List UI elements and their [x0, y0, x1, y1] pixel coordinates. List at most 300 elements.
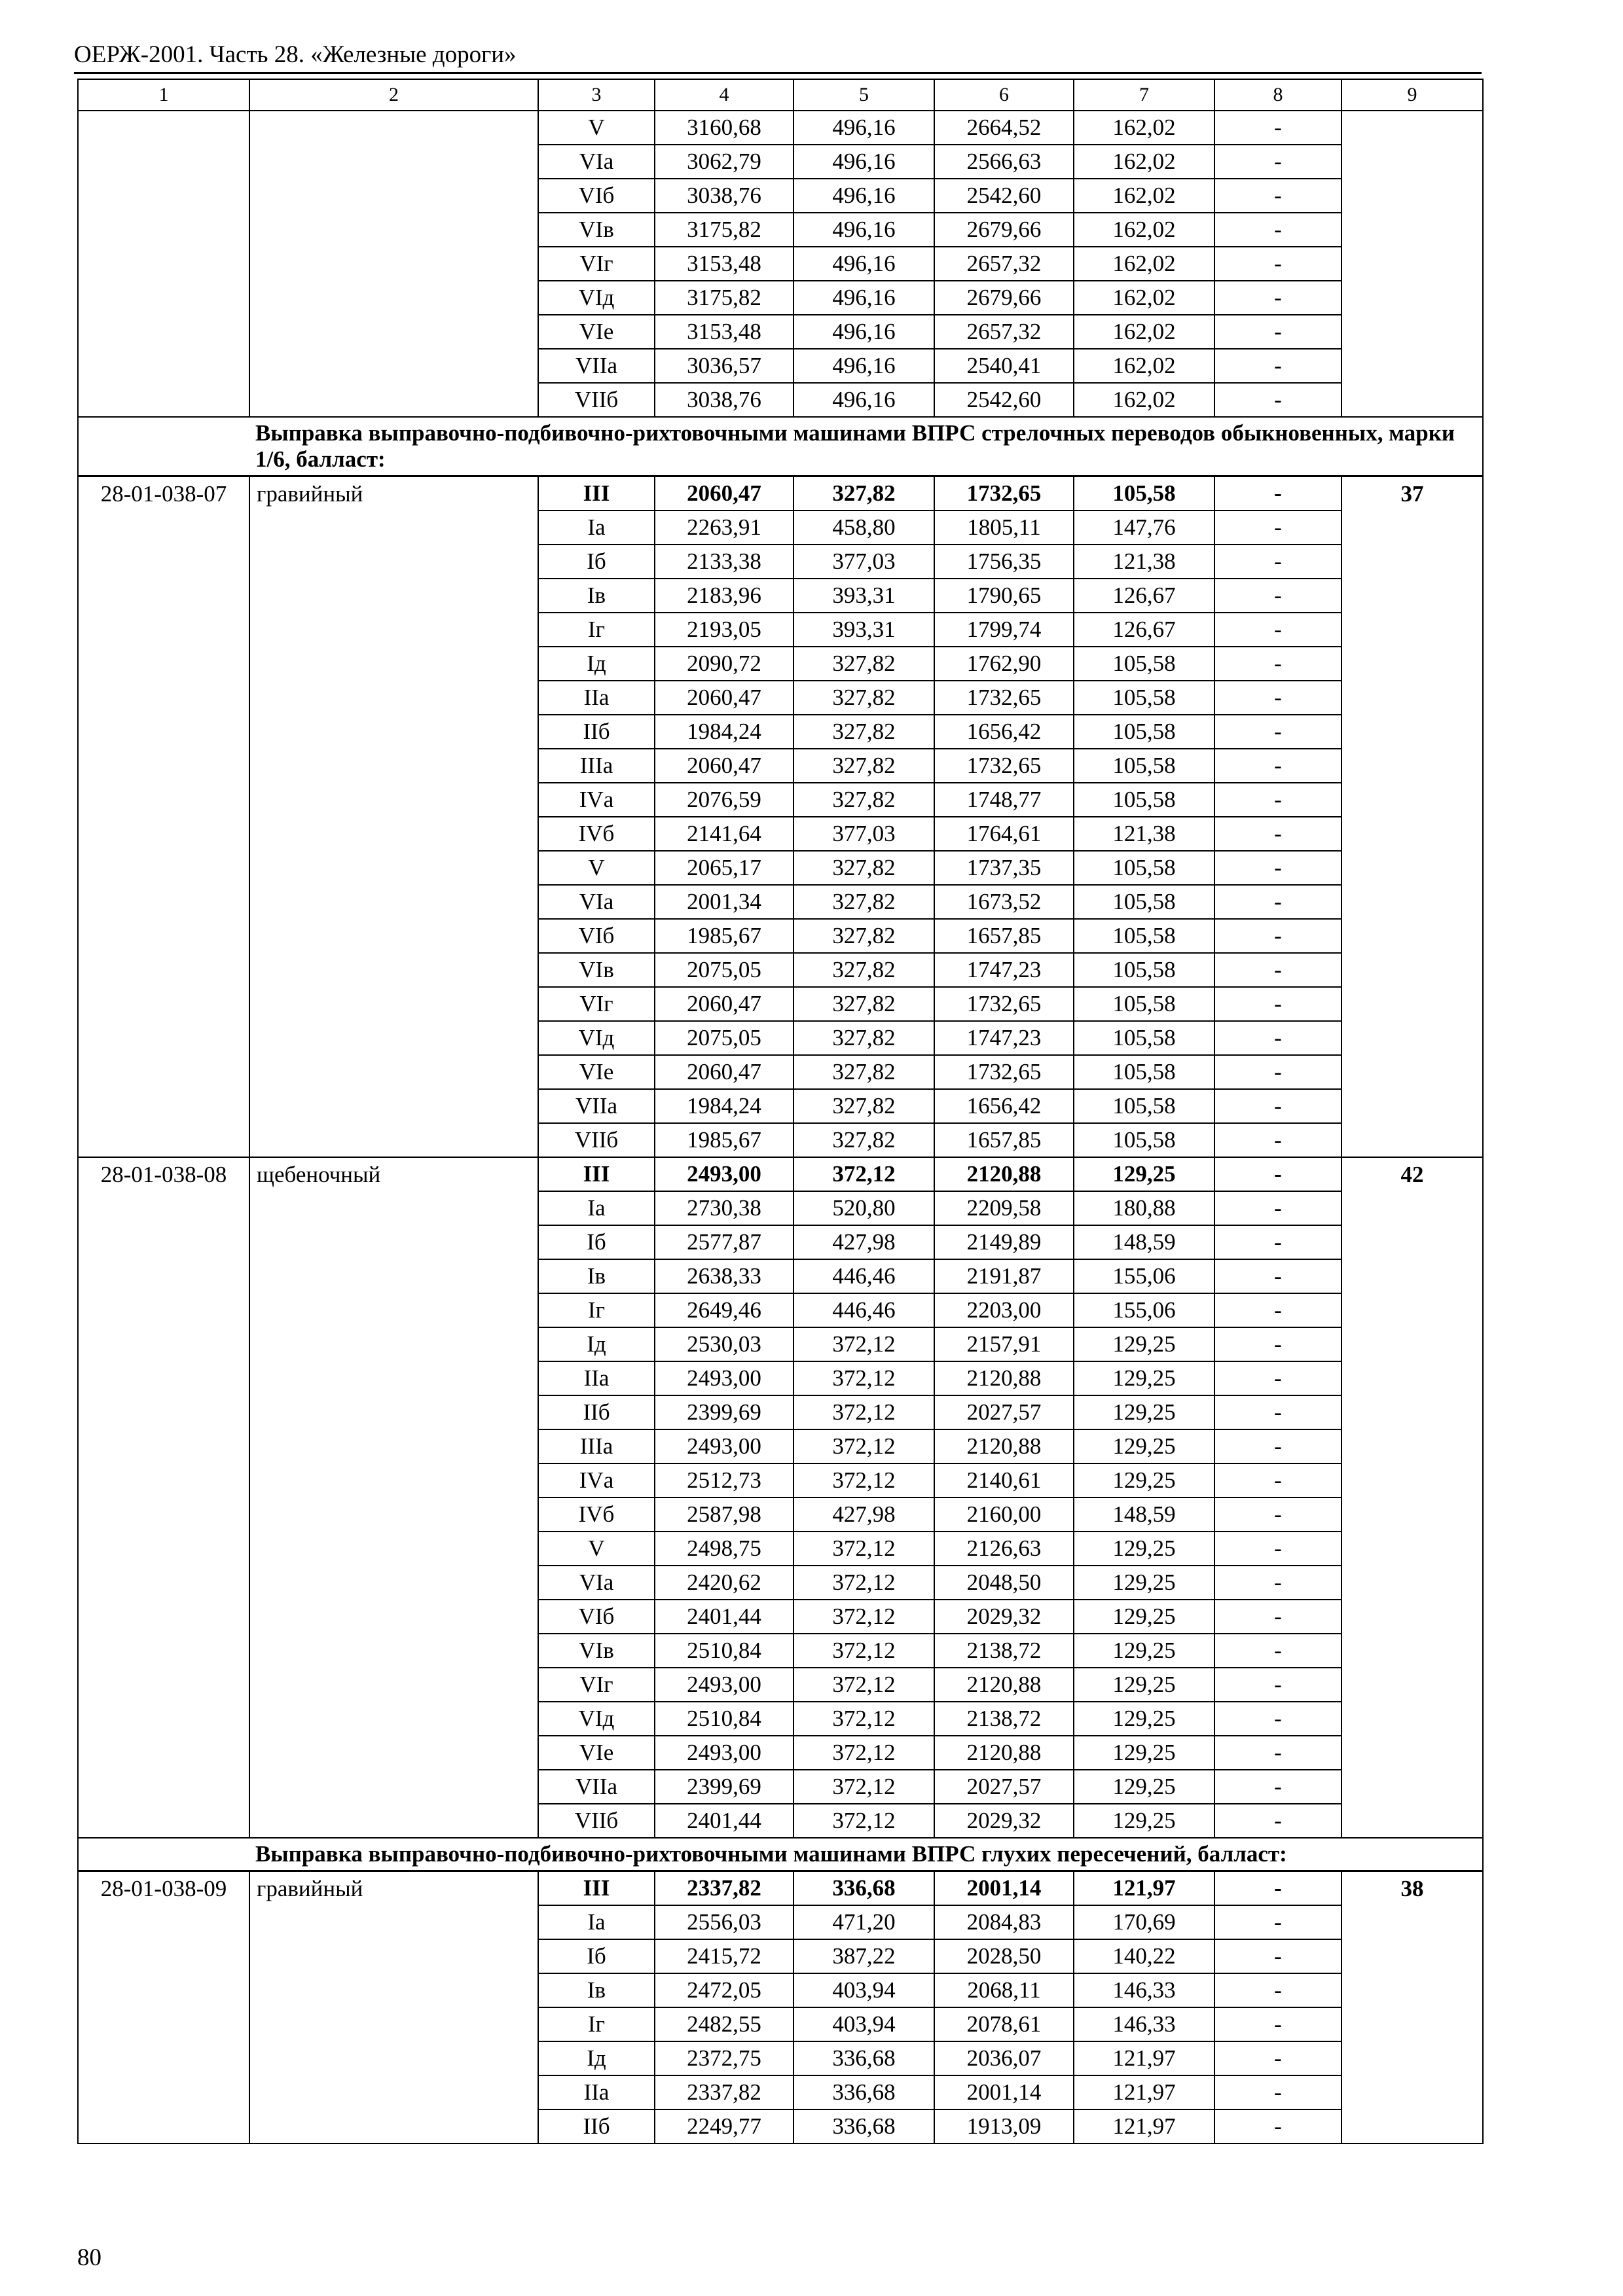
value-cell: 2542,60: [934, 179, 1074, 213]
column-number-cell: 4: [655, 79, 793, 111]
value-cell: 1984,24: [655, 715, 793, 749]
zone-cell: IVа: [538, 1463, 655, 1498]
value-cell: 3036,57: [655, 349, 793, 383]
value-cell: 2498,75: [655, 1532, 793, 1566]
value-cell: 2126,63: [934, 1532, 1074, 1566]
value-cell: 372,12: [793, 1634, 934, 1668]
section-heading: Выправка выправочно-подбивочно-рихтовочными машинами ВПРС стрелочных переводов обыкновенных, марки 1/6, балласт:: [78, 417, 1483, 476]
value-cell: 155,06: [1074, 1259, 1214, 1293]
value-cell: 1737,35: [934, 851, 1074, 885]
value-cell: 129,25: [1074, 1361, 1214, 1395]
zone-cell: VIд: [538, 1021, 655, 1055]
value-cell: -: [1214, 1566, 1341, 1600]
value-cell: 2075,05: [655, 953, 793, 987]
value-cell: 377,03: [793, 817, 934, 851]
zone-cell: Iб: [538, 1225, 655, 1259]
value-cell: -: [1214, 1770, 1341, 1804]
value-cell: 496,16: [793, 281, 934, 315]
value-cell: 2027,57: [934, 1770, 1074, 1804]
value-cell: -: [1214, 783, 1341, 817]
value-cell: 372,12: [793, 1157, 934, 1191]
running-header: ОЕРЖ-2001. Часть 28. «Железные дороги»: [74, 41, 1482, 74]
value-cell: 105,58: [1074, 476, 1214, 511]
value-cell: 2209,58: [934, 1191, 1074, 1225]
zone-cell: IIб: [538, 715, 655, 749]
value-cell: 496,16: [793, 145, 934, 179]
value-cell: 496,16: [793, 315, 934, 349]
value-cell: 336,68: [793, 2075, 934, 2109]
value-cell: 2399,69: [655, 1395, 793, 1429]
value-cell: 446,46: [793, 1259, 934, 1293]
value-cell: -: [1214, 247, 1341, 281]
column-number-row: [78, 79, 1483, 111]
value-cell: -: [1214, 2007, 1341, 2041]
zone-cell: VIIа: [538, 1089, 655, 1123]
value-cell: 2263,91: [655, 511, 793, 545]
value-cell: -: [1214, 1225, 1341, 1259]
rate-name: [249, 111, 538, 417]
zone-cell: VIа: [538, 145, 655, 179]
value-cell: -: [1214, 383, 1341, 417]
value-cell: 2028,50: [934, 1939, 1074, 1973]
value-cell: 377,03: [793, 545, 934, 579]
rates-table: [77, 79, 1484, 2144]
value-cell: 2649,46: [655, 1293, 793, 1327]
value-cell: 3062,79: [655, 145, 793, 179]
page-number: 80: [77, 2244, 101, 2271]
value-cell: 2075,05: [655, 1021, 793, 1055]
value-cell: 105,58: [1074, 885, 1214, 919]
value-cell: 2160,00: [934, 1498, 1074, 1532]
zone-cell: VIе: [538, 1055, 655, 1089]
value-cell: 2337,82: [655, 2075, 793, 2109]
value-cell: 372,12: [793, 1804, 934, 1838]
value-cell: 2120,88: [934, 1361, 1074, 1395]
value-cell: 2141,64: [655, 817, 793, 851]
value-cell: -: [1214, 1498, 1341, 1532]
value-cell: -: [1214, 1871, 1341, 1906]
zone-cell: VIг: [538, 987, 655, 1021]
value-cell: 2120,88: [934, 1157, 1074, 1191]
value-cell: 446,46: [793, 1293, 934, 1327]
value-cell: 140,22: [1074, 1939, 1214, 1973]
column-number-cell: 6: [934, 79, 1074, 111]
value-cell: 162,02: [1074, 111, 1214, 145]
value-cell: 1805,11: [934, 511, 1074, 545]
value-cell: 520,80: [793, 1191, 934, 1225]
value-cell: -: [1214, 817, 1341, 851]
zone-cell: III: [538, 476, 655, 511]
value-cell: -: [1214, 749, 1341, 783]
value-cell: 105,58: [1074, 715, 1214, 749]
zone-cell: III: [538, 1157, 655, 1191]
value-cell: -: [1214, 1429, 1341, 1463]
rate-code: [78, 111, 249, 417]
zone-cell: Iа: [538, 511, 655, 545]
value-cell: 2420,62: [655, 1566, 793, 1600]
value-cell: 105,58: [1074, 987, 1214, 1021]
value-cell: 2036,07: [934, 2041, 1074, 2075]
zone-cell: IIб: [538, 2109, 655, 2144]
rate-name: гравийный: [249, 1871, 538, 2144]
value-cell: 496,16: [793, 213, 934, 247]
column-number-cell: 8: [1214, 79, 1341, 111]
value-cell: 2060,47: [655, 987, 793, 1021]
zone-cell: Iб: [538, 1939, 655, 1973]
value-cell: 372,12: [793, 1361, 934, 1395]
value-cell: 327,82: [793, 783, 934, 817]
zone-cell: IIа: [538, 2075, 655, 2109]
value-cell: 105,58: [1074, 851, 1214, 885]
value-cell: 427,98: [793, 1498, 934, 1532]
value-cell: -: [1214, 2041, 1341, 2075]
value-cell: 121,38: [1074, 817, 1214, 851]
value-cell: 2657,32: [934, 247, 1074, 281]
zone-cell: IIIа: [538, 749, 655, 783]
value-cell: 2065,17: [655, 851, 793, 885]
value-cell: -: [1214, 579, 1341, 613]
value-cell: 372,12: [793, 1600, 934, 1634]
value-cell: 3153,48: [655, 247, 793, 281]
value-cell: 2138,72: [934, 1634, 1074, 1668]
zone-cell: V: [538, 1532, 655, 1566]
value-cell: -: [1214, 1905, 1341, 1939]
value-cell: 3160,68: [655, 111, 793, 145]
rate-name: щебеночный: [249, 1157, 538, 1838]
value-cell: 2191,87: [934, 1259, 1074, 1293]
value-cell: 1748,77: [934, 783, 1074, 817]
value-cell: 129,25: [1074, 1600, 1214, 1634]
value-cell: 496,16: [793, 247, 934, 281]
column-number-cell: 1: [78, 79, 249, 111]
zone-cell: VIIб: [538, 1123, 655, 1157]
value-cell: 155,06: [1074, 1293, 1214, 1327]
column-number-cell: 9: [1341, 79, 1483, 111]
value-cell: 2001,14: [934, 2075, 1074, 2109]
column-number-cell: 7: [1074, 79, 1214, 111]
value-cell: 129,25: [1074, 1668, 1214, 1702]
value-cell: 2679,66: [934, 213, 1074, 247]
column-9-value: 38: [1341, 1871, 1483, 2144]
value-cell: 2493,00: [655, 1429, 793, 1463]
zone-cell: VIа: [538, 885, 655, 919]
value-cell: 1747,23: [934, 1021, 1074, 1055]
rate-code: 28-01-038-09: [78, 1871, 249, 2144]
value-cell: 170,69: [1074, 1905, 1214, 1939]
zone-cell: IIIа: [538, 1429, 655, 1463]
value-cell: 105,58: [1074, 647, 1214, 681]
value-cell: 2556,03: [655, 1905, 793, 1939]
value-cell: 2540,41: [934, 349, 1074, 383]
value-cell: 2183,96: [655, 579, 793, 613]
value-cell: 1732,65: [934, 749, 1074, 783]
value-cell: -: [1214, 681, 1341, 715]
value-cell: -: [1214, 953, 1341, 987]
zone-cell: VIб: [538, 179, 655, 213]
value-cell: -: [1214, 987, 1341, 1021]
value-cell: 1657,85: [934, 919, 1074, 953]
value-cell: -: [1214, 1973, 1341, 2007]
value-cell: 372,12: [793, 1770, 934, 1804]
value-cell: 2493,00: [655, 1361, 793, 1395]
table-row: [78, 1157, 1483, 1191]
value-cell: 162,02: [1074, 349, 1214, 383]
zone-cell: Iв: [538, 1259, 655, 1293]
zone-cell: Iд: [538, 2041, 655, 2075]
value-cell: 372,12: [793, 1668, 934, 1702]
value-cell: 2138,72: [934, 1702, 1074, 1736]
value-cell: 121,97: [1074, 1871, 1214, 1906]
value-cell: 2120,88: [934, 1736, 1074, 1770]
value-cell: 121,97: [1074, 2075, 1214, 2109]
value-cell: 180,88: [1074, 1191, 1214, 1225]
value-cell: 2001,34: [655, 885, 793, 919]
value-cell: 327,82: [793, 1021, 934, 1055]
value-cell: 372,12: [793, 1395, 934, 1429]
value-cell: 2482,55: [655, 2007, 793, 2041]
value-cell: 327,82: [793, 1089, 934, 1123]
value-cell: 327,82: [793, 987, 934, 1021]
zone-cell: Iа: [538, 1191, 655, 1225]
value-cell: 2120,88: [934, 1668, 1074, 1702]
value-cell: 147,76: [1074, 511, 1214, 545]
zone-cell: VIб: [538, 919, 655, 953]
value-cell: 2401,44: [655, 1600, 793, 1634]
table-row: [78, 1871, 1483, 1906]
value-cell: 2493,00: [655, 1157, 793, 1191]
value-cell: 496,16: [793, 111, 934, 145]
value-cell: -: [1214, 349, 1341, 383]
value-cell: 1732,65: [934, 987, 1074, 1021]
table-row: [78, 111, 1483, 145]
zone-cell: IVб: [538, 1498, 655, 1532]
value-cell: 129,25: [1074, 1804, 1214, 1838]
value-cell: -: [1214, 511, 1341, 545]
value-cell: 2133,38: [655, 545, 793, 579]
value-cell: 1985,67: [655, 1123, 793, 1157]
value-cell: 3175,82: [655, 281, 793, 315]
value-cell: 2399,69: [655, 1770, 793, 1804]
value-cell: 129,25: [1074, 1770, 1214, 1804]
value-cell: 2530,03: [655, 1327, 793, 1361]
value-cell: 2493,00: [655, 1736, 793, 1770]
value-cell: -: [1214, 1123, 1341, 1157]
value-cell: 1762,90: [934, 647, 1074, 681]
zone-cell: Iв: [538, 579, 655, 613]
value-cell: -: [1214, 885, 1341, 919]
zone-cell: VIд: [538, 1702, 655, 1736]
zone-cell: Iг: [538, 1293, 655, 1327]
zone-cell: V: [538, 111, 655, 145]
value-cell: 1732,65: [934, 476, 1074, 511]
value-cell: 372,12: [793, 1566, 934, 1600]
zone-cell: VIг: [538, 247, 655, 281]
value-cell: -: [1214, 145, 1341, 179]
value-cell: 121,97: [1074, 2041, 1214, 2075]
zone-cell: VIIа: [538, 1770, 655, 1804]
value-cell: 2048,50: [934, 1566, 1074, 1600]
value-cell: 1656,42: [934, 715, 1074, 749]
value-cell: 105,58: [1074, 681, 1214, 715]
table-row: [78, 476, 1483, 511]
value-cell: 162,02: [1074, 179, 1214, 213]
value-cell: -: [1214, 1804, 1341, 1838]
value-cell: 327,82: [793, 953, 934, 987]
value-cell: 1764,61: [934, 817, 1074, 851]
value-cell: -: [1214, 647, 1341, 681]
value-cell: 393,31: [793, 579, 934, 613]
value-cell: 126,67: [1074, 613, 1214, 647]
value-cell: -: [1214, 1702, 1341, 1736]
zone-cell: VIе: [538, 1736, 655, 1770]
value-cell: 372,12: [793, 1702, 934, 1736]
value-cell: 3038,76: [655, 179, 793, 213]
section-heading: Выправка выправочно-подбивочно-рихтовочными машинами ВПРС глухих пересечений, балласт:: [78, 1838, 1483, 1871]
value-cell: 121,38: [1074, 545, 1214, 579]
rate-name: гравийный: [249, 476, 538, 1158]
value-cell: 162,02: [1074, 213, 1214, 247]
value-cell: 327,82: [793, 1123, 934, 1157]
value-cell: 2060,47: [655, 476, 793, 511]
value-cell: 105,58: [1074, 1089, 1214, 1123]
value-cell: 129,25: [1074, 1702, 1214, 1736]
value-cell: 2193,05: [655, 613, 793, 647]
value-cell: 372,12: [793, 1736, 934, 1770]
value-cell: 1732,65: [934, 681, 1074, 715]
value-cell: 129,25: [1074, 1395, 1214, 1429]
value-cell: 327,82: [793, 681, 934, 715]
value-cell: 105,58: [1074, 1123, 1214, 1157]
value-cell: 1747,23: [934, 953, 1074, 987]
zone-cell: Iг: [538, 2007, 655, 2041]
value-cell: 129,25: [1074, 1634, 1214, 1668]
value-cell: 1913,09: [934, 2109, 1074, 2144]
value-cell: -: [1214, 1395, 1341, 1429]
value-cell: 2120,88: [934, 1429, 1074, 1463]
value-cell: 1799,74: [934, 613, 1074, 647]
value-cell: -: [1214, 1191, 1341, 1225]
value-cell: -: [1214, 545, 1341, 579]
column-9-value: 42: [1341, 1157, 1483, 1838]
value-cell: 2587,98: [655, 1498, 793, 1532]
value-cell: 2730,38: [655, 1191, 793, 1225]
value-cell: -: [1214, 1089, 1341, 1123]
value-cell: -: [1214, 111, 1341, 145]
zone-cell: IIа: [538, 1361, 655, 1395]
value-cell: 129,25: [1074, 1736, 1214, 1770]
zone-cell: VIв: [538, 1634, 655, 1668]
value-cell: 2157,91: [934, 1327, 1074, 1361]
value-cell: 1756,35: [934, 545, 1074, 579]
value-cell: 372,12: [793, 1429, 934, 1463]
value-cell: 2078,61: [934, 2007, 1074, 2041]
value-cell: 148,59: [1074, 1225, 1214, 1259]
value-cell: 2679,66: [934, 281, 1074, 315]
value-cell: 1732,65: [934, 1055, 1074, 1089]
value-cell: 403,94: [793, 1973, 934, 2007]
value-cell: 2638,33: [655, 1259, 793, 1293]
value-cell: -: [1214, 1259, 1341, 1293]
value-cell: 2577,87: [655, 1225, 793, 1259]
zone-cell: V: [538, 851, 655, 885]
section-heading-row: [78, 417, 1483, 476]
value-cell: 2029,32: [934, 1804, 1074, 1838]
value-cell: 2401,44: [655, 1804, 793, 1838]
value-cell: 162,02: [1074, 247, 1214, 281]
value-cell: 2068,11: [934, 1973, 1074, 2007]
column-number-cell: 3: [538, 79, 655, 111]
zone-cell: Iд: [538, 1327, 655, 1361]
value-cell: 2027,57: [934, 1395, 1074, 1429]
value-cell: 327,82: [793, 749, 934, 783]
value-cell: 3153,48: [655, 315, 793, 349]
value-cell: 1984,24: [655, 1089, 793, 1123]
zone-cell: VIв: [538, 213, 655, 247]
value-cell: 372,12: [793, 1463, 934, 1498]
value-cell: -: [1214, 1157, 1341, 1191]
value-cell: 2542,60: [934, 383, 1074, 417]
value-cell: 336,68: [793, 1871, 934, 1906]
value-cell: -: [1214, 2109, 1341, 2144]
value-cell: 327,82: [793, 1055, 934, 1089]
table-body: [78, 79, 1483, 2144]
value-cell: -: [1214, 613, 1341, 647]
value-cell: 2566,63: [934, 145, 1074, 179]
value-cell: 336,68: [793, 2041, 934, 2075]
rate-code: 28-01-038-07: [78, 476, 249, 1158]
value-cell: -: [1214, 1939, 1341, 1973]
zone-cell: VIд: [538, 281, 655, 315]
value-cell: -: [1214, 213, 1341, 247]
zone-cell: Iб: [538, 545, 655, 579]
zone-cell: VIв: [538, 953, 655, 987]
value-cell: -: [1214, 715, 1341, 749]
value-cell: -: [1214, 315, 1341, 349]
value-cell: 2510,84: [655, 1634, 793, 1668]
value-cell: 105,58: [1074, 783, 1214, 817]
value-cell: 2472,05: [655, 1973, 793, 2007]
value-cell: 327,82: [793, 851, 934, 885]
zone-cell: III: [538, 1871, 655, 1906]
zone-cell: Iв: [538, 1973, 655, 2007]
value-cell: 129,25: [1074, 1327, 1214, 1361]
value-cell: -: [1214, 179, 1341, 213]
value-cell: 327,82: [793, 715, 934, 749]
value-cell: 1657,85: [934, 1123, 1074, 1157]
value-cell: 162,02: [1074, 281, 1214, 315]
value-cell: -: [1214, 1736, 1341, 1770]
value-cell: 129,25: [1074, 1429, 1214, 1463]
value-cell: 126,67: [1074, 579, 1214, 613]
value-cell: -: [1214, 1293, 1341, 1327]
value-cell: 1656,42: [934, 1089, 1074, 1123]
value-cell: 162,02: [1074, 315, 1214, 349]
value-cell: 403,94: [793, 2007, 934, 2041]
value-cell: 2415,72: [655, 1939, 793, 1973]
value-cell: -: [1214, 476, 1341, 511]
value-cell: 129,25: [1074, 1463, 1214, 1498]
value-cell: -: [1214, 1055, 1341, 1089]
value-cell: 327,82: [793, 919, 934, 953]
value-cell: 162,02: [1074, 145, 1214, 179]
value-cell: 2076,59: [655, 783, 793, 817]
value-cell: 2249,77: [655, 2109, 793, 2144]
value-cell: 2493,00: [655, 1668, 793, 1702]
zone-cell: VIг: [538, 1668, 655, 1702]
value-cell: 105,58: [1074, 953, 1214, 987]
value-cell: -: [1214, 1668, 1341, 1702]
value-cell: 2060,47: [655, 681, 793, 715]
